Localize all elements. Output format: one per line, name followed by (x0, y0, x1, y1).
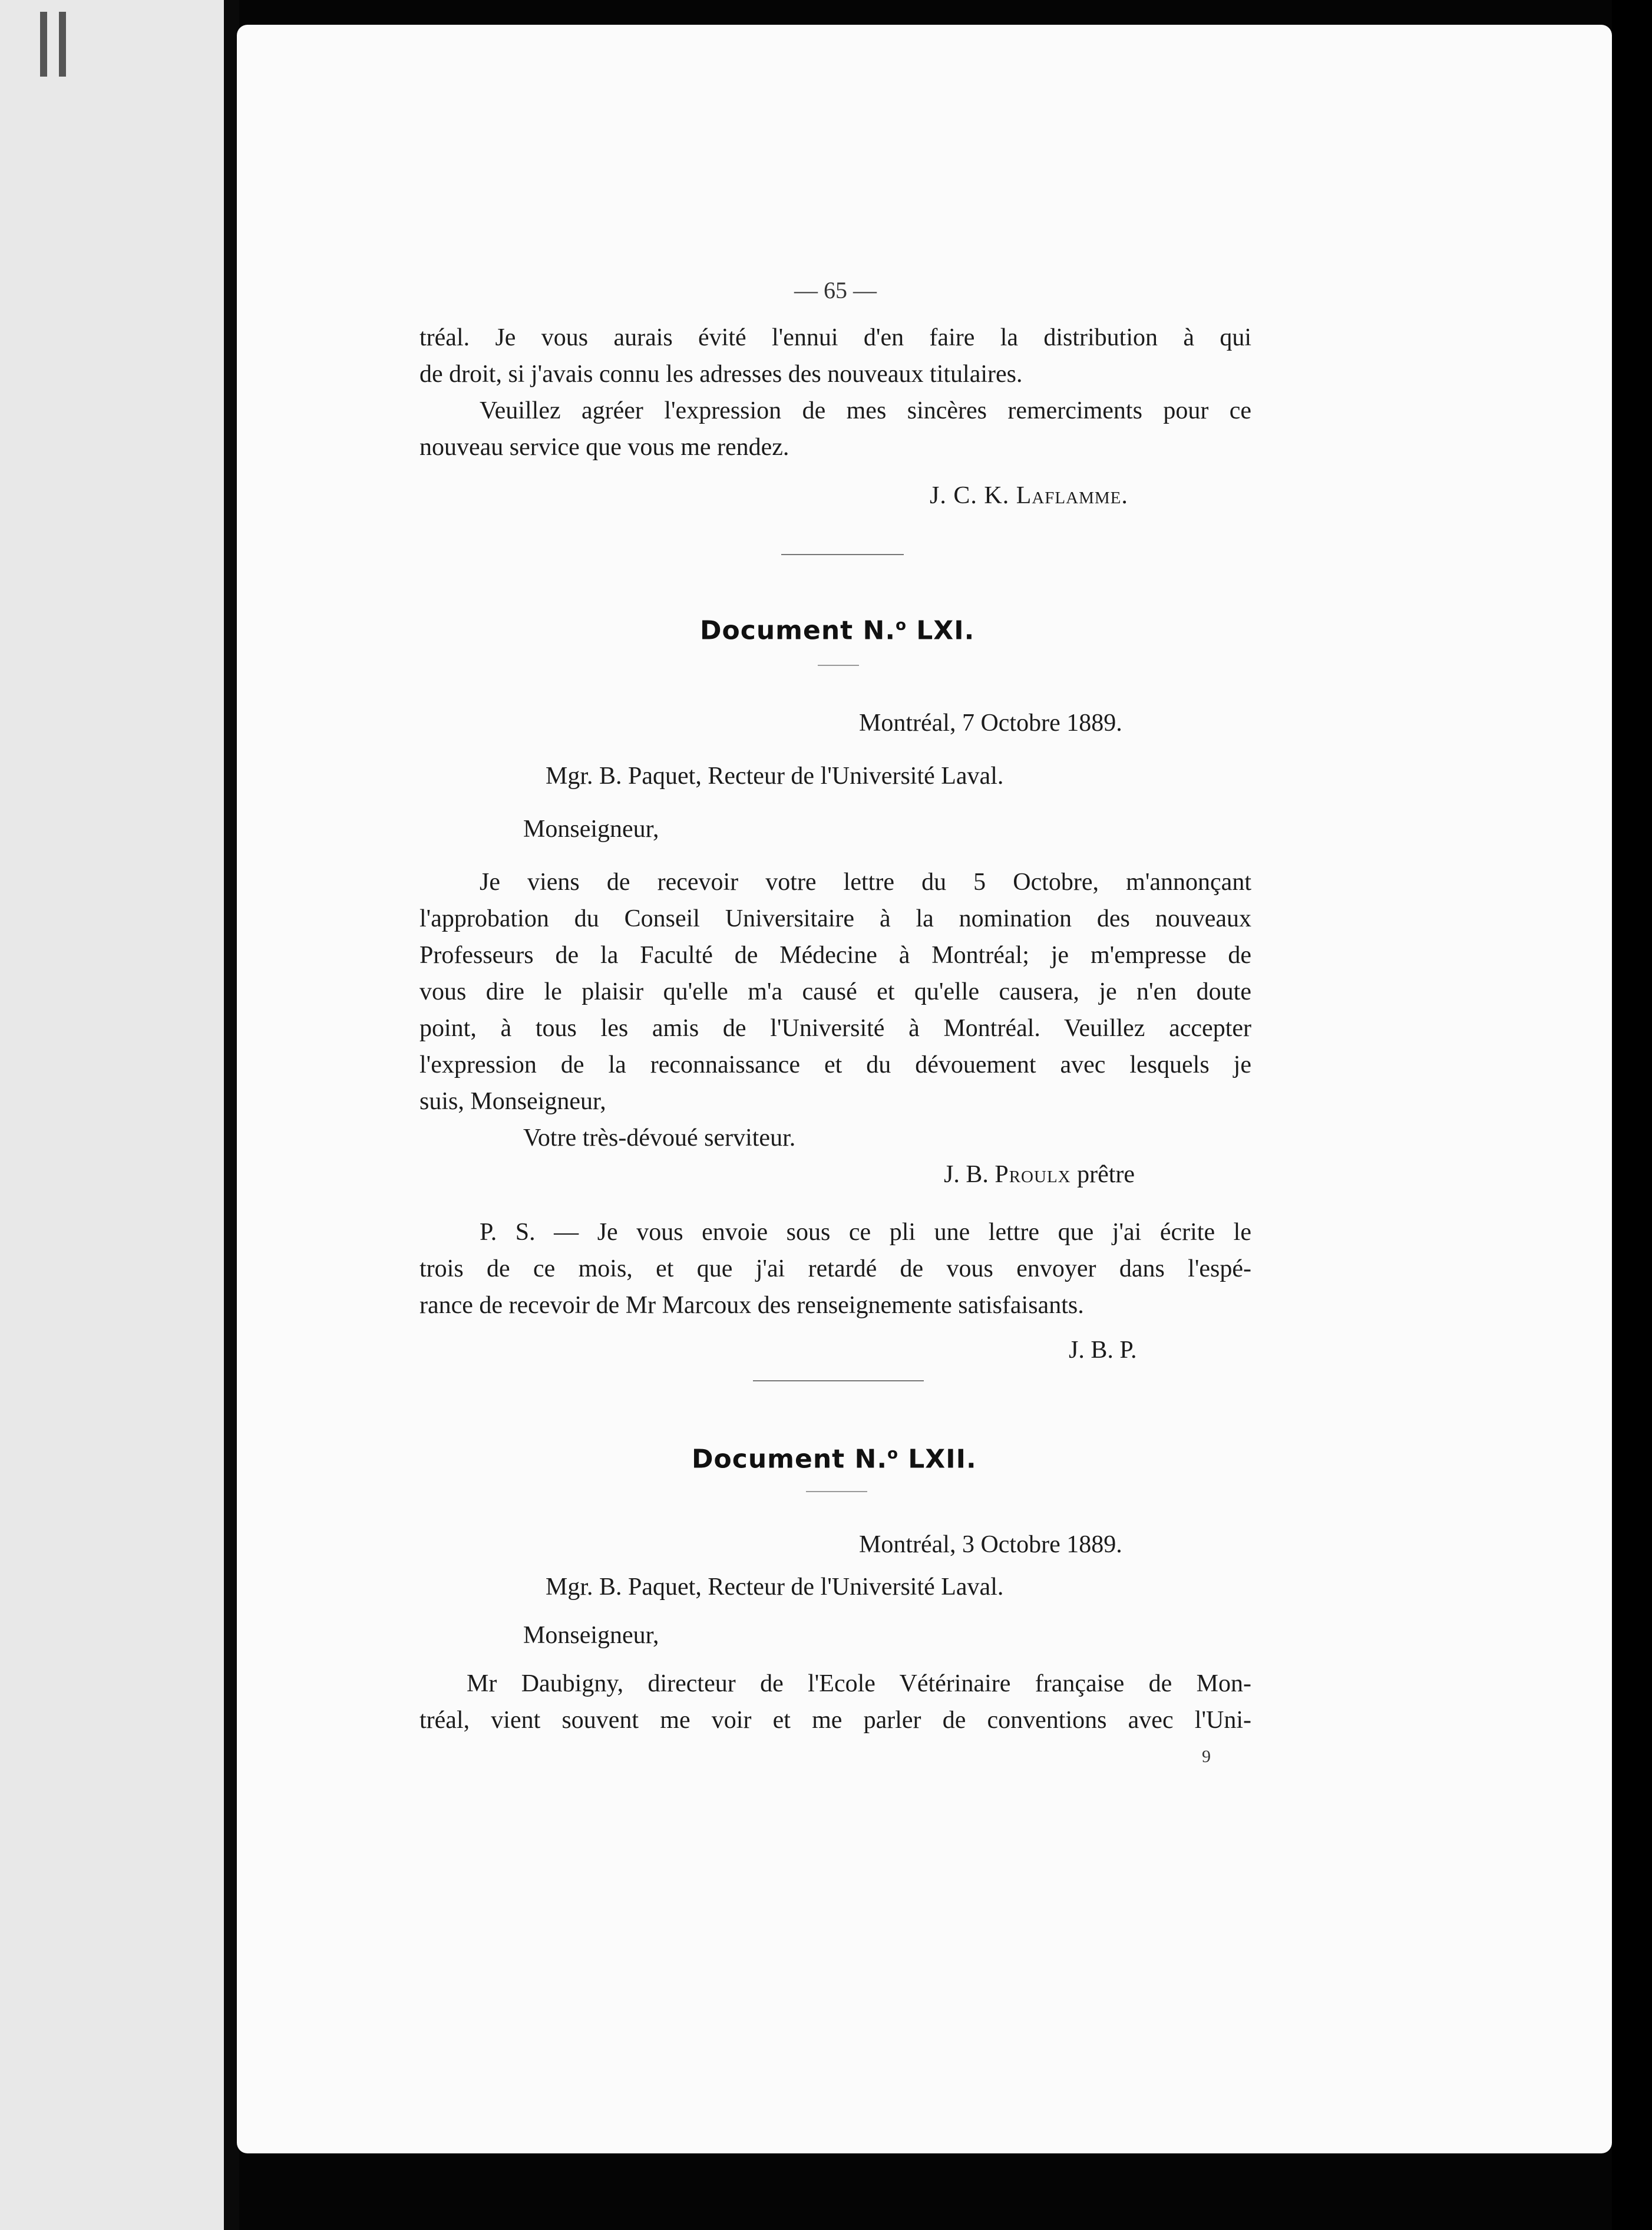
text-line: suis, Monseigneur, (419, 1088, 606, 1115)
text-line: point, à tous les amis de l'Université à Montréal. Veuillez accepter (419, 1015, 1251, 1042)
signature: J. C. K. Laflamme. (930, 482, 1128, 509)
closing: Votre très-dévoué serviteur. (523, 1124, 796, 1152)
text-line: tréal. Je vous aurais évité l'ennui d'en faire la distribution à qui (419, 324, 1251, 351)
text-line: l'approbation du Conseil Universitaire à la nomination des nouveaux (419, 905, 1251, 932)
document-heading (700, 607, 974, 649)
postscript-signature: J. B. P. (1069, 1337, 1137, 1364)
scan-mark (40, 12, 47, 77)
scan-mark (59, 12, 66, 77)
postscript-line: rance de recevoir de Mr Marcoux des renseignemente satisfaisants. (419, 1292, 1084, 1319)
letter-date: Montréal, 7 Octobre 1889. (859, 710, 1122, 737)
separator-rule (753, 1380, 924, 1381)
text-line: nouveau service que vous me rendez. (419, 434, 789, 461)
postscript-line: trois de ce mois, et que j'ai retardé de vous envoyer dans l'espé- (419, 1255, 1251, 1282)
addressee: Mgr. B. Paquet, Recteur de l'Université Laval. (546, 763, 1004, 790)
salutation: Monseigneur, (523, 1622, 659, 1649)
text-line: vous dire le plaisir qu'elle m'a causé et qu'elle causera, je n'en doute (419, 978, 1251, 1005)
text-line: Professeurs de la Faculté de Médecine à Montréal; je m'empresse de (419, 942, 1251, 969)
heading-text: Document N. (692, 1444, 888, 1474)
text-line: de droit, si j'avais connu les adresses des nouveaux titulaires. (419, 361, 1023, 388)
signature-initials: J. B. (944, 1161, 995, 1188)
signature-suffix: prêtre (1071, 1161, 1135, 1188)
salutation: Monseigneur, (523, 816, 659, 843)
document-heading (692, 1436, 977, 1478)
letter-date: Montréal, 3 Octobre 1889. (859, 1531, 1122, 1558)
separator-rule (781, 554, 904, 555)
separator-rule (806, 1491, 867, 1492)
text-line: Je viens de recevoir votre lettre du 5 Octobre, m'annonçant (480, 869, 1251, 896)
text-line: l'expression de la reconnaissance et du dévouement avec lesquels je (419, 1051, 1251, 1078)
heading-number: LXII. (898, 1444, 977, 1474)
text-line: Mr Daubigny, directeur de l'Ecole Vétérinaire française de Mon- (467, 1670, 1251, 1697)
text-line: tréal, vient souvent me voir et me parler de conventions avec l'Uni- (419, 1707, 1251, 1734)
text-line: Veuillez agréer l'expression de mes sincères remerciments pour ce (480, 397, 1251, 424)
separator-rule (818, 665, 859, 666)
addressee: Mgr. B. Paquet, Recteur de l'Université Laval. (546, 1573, 1004, 1601)
heading-superscript: o (896, 616, 907, 634)
signature-mark: 9 (1202, 1747, 1211, 1766)
heading-superscript: o (887, 1445, 898, 1463)
facing-page-edge (0, 0, 224, 2230)
heading-number: LXI. (906, 615, 975, 646)
scan-border (1612, 0, 1652, 2230)
postscript-line: P. S. — Je vous envoie sous ce pli une lettre que j'ai écrite le (480, 1219, 1251, 1246)
signature-name: Proulx (994, 1161, 1071, 1188)
heading-text: Document N. (700, 615, 896, 646)
signature (944, 1156, 1135, 1193)
page-number: — 65 — (794, 277, 877, 304)
